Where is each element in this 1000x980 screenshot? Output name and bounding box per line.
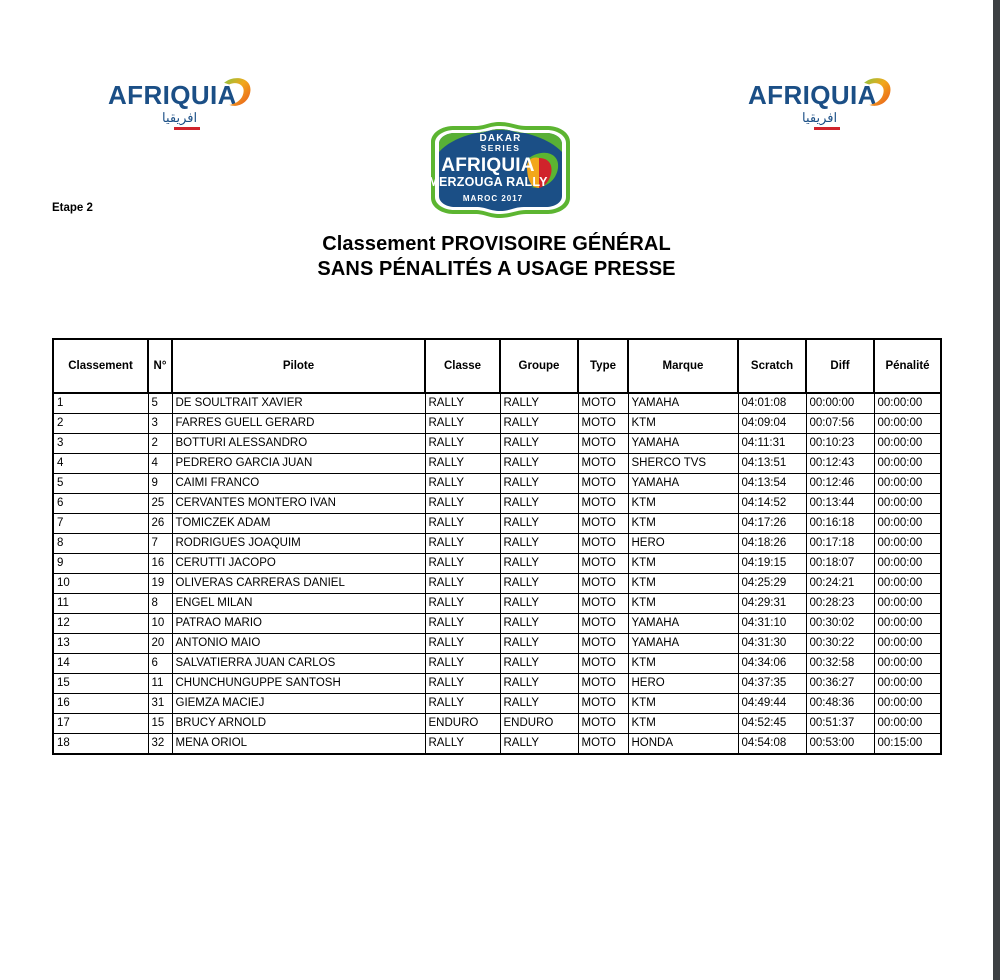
cell-classe: RALLY bbox=[425, 734, 500, 755]
afriquia-logo-right bbox=[748, 76, 898, 138]
cell-type: MOTO bbox=[578, 514, 628, 534]
cell-pilote: CERUTTI JACOPO bbox=[172, 554, 425, 574]
cell-diff: 00:30:02 bbox=[806, 614, 874, 634]
cell-penalite: 00:00:00 bbox=[874, 434, 941, 454]
table-row bbox=[53, 694, 941, 714]
column-header-pilote: Pilote bbox=[172, 339, 425, 393]
merzouga-rally-logo bbox=[423, 122, 578, 218]
cell-groupe: RALLY bbox=[500, 454, 578, 474]
cell-pilote: CHUNCHUNGUPPE SANTOSH bbox=[172, 674, 425, 694]
cell-classe: RALLY bbox=[425, 434, 500, 454]
cell-classement: 16 bbox=[53, 694, 148, 714]
cell-numero: 2 bbox=[148, 434, 172, 454]
cell-marque: SHERCO TVS bbox=[628, 454, 738, 474]
cell-pilote: RODRIGUES JOAQUIM bbox=[172, 534, 425, 554]
cell-classe: RALLY bbox=[425, 494, 500, 514]
cell-diff: 00:48:36 bbox=[806, 694, 874, 714]
afriquia-logo-left bbox=[108, 76, 258, 138]
cell-groupe: RALLY bbox=[500, 434, 578, 454]
column-header-classement: Classement bbox=[53, 339, 148, 393]
cell-numero: 31 bbox=[148, 694, 172, 714]
cell-classe: RALLY bbox=[425, 454, 500, 474]
cell-type: MOTO bbox=[578, 534, 628, 554]
cell-diff: 00:53:00 bbox=[806, 734, 874, 755]
cell-classe: RALLY bbox=[425, 634, 500, 654]
cell-diff: 00:36:27 bbox=[806, 674, 874, 694]
cell-groupe: RALLY bbox=[500, 554, 578, 574]
cell-numero: 9 bbox=[148, 474, 172, 494]
cell-classement: 12 bbox=[53, 614, 148, 634]
cell-pilote: BRUCY ARNOLD bbox=[172, 714, 425, 734]
cell-scratch: 04:31:10 bbox=[738, 614, 806, 634]
cell-numero: 3 bbox=[148, 414, 172, 434]
cell-marque: HONDA bbox=[628, 734, 738, 755]
cell-classement: 18 bbox=[53, 734, 148, 755]
table-body bbox=[53, 393, 941, 754]
table-row bbox=[53, 574, 941, 594]
cell-diff: 00:30:22 bbox=[806, 634, 874, 654]
cell-scratch: 04:09:04 bbox=[738, 414, 806, 434]
cell-marque: YAMAHA bbox=[628, 614, 738, 634]
cell-type: MOTO bbox=[578, 594, 628, 614]
cell-pilote: TOMICZEK ADAM bbox=[172, 514, 425, 534]
cell-marque: YAMAHA bbox=[628, 634, 738, 654]
cell-diff: 00:51:37 bbox=[806, 714, 874, 734]
page-title bbox=[0, 232, 993, 282]
cell-classement: 1 bbox=[53, 393, 148, 414]
cell-diff: 00:12:46 bbox=[806, 474, 874, 494]
cell-penalite: 00:00:00 bbox=[874, 414, 941, 434]
results-table-container bbox=[52, 338, 940, 755]
cell-groupe: RALLY bbox=[500, 574, 578, 594]
cell-classe: RALLY bbox=[425, 534, 500, 554]
cell-diff: 00:28:23 bbox=[806, 594, 874, 614]
cell-classe: RALLY bbox=[425, 393, 500, 414]
column-header-diff: Diff bbox=[806, 339, 874, 393]
cell-marque: KTM bbox=[628, 714, 738, 734]
cell-groupe: RALLY bbox=[500, 634, 578, 654]
table-row bbox=[53, 674, 941, 694]
cell-groupe: RALLY bbox=[500, 474, 578, 494]
column-header-marque: Marque bbox=[628, 339, 738, 393]
cell-pilote: FARRES GUELL GERARD bbox=[172, 414, 425, 434]
maroc-year-label: MAROC 2017 bbox=[462, 194, 524, 203]
cell-penalite: 00:00:00 bbox=[874, 474, 941, 494]
cell-classe: RALLY bbox=[425, 474, 500, 494]
cell-pilote: CERVANTES MONTERO IVAN bbox=[172, 494, 425, 514]
table-row bbox=[53, 434, 941, 454]
cell-penalite: 00:00:00 bbox=[874, 554, 941, 574]
cell-type: MOTO bbox=[578, 494, 628, 514]
cell-scratch: 04:37:35 bbox=[738, 674, 806, 694]
cell-type: MOTO bbox=[578, 614, 628, 634]
cell-diff: 00:17:18 bbox=[806, 534, 874, 554]
table-header bbox=[53, 339, 941, 393]
afriquia-red-underline bbox=[814, 127, 840, 130]
cell-classe: ENDURO bbox=[425, 714, 500, 734]
cell-type: MOTO bbox=[578, 694, 628, 714]
cell-diff: 00:07:56 bbox=[806, 414, 874, 434]
cell-penalite: 00:00:00 bbox=[874, 514, 941, 534]
afriquia-swirl-icon bbox=[219, 76, 253, 110]
cell-pilote: OLIVERAS CARRERAS DANIEL bbox=[172, 574, 425, 594]
cell-groupe: ENDURO bbox=[500, 714, 578, 734]
cell-pilote: DE SOULTRAIT XAVIER bbox=[172, 393, 425, 414]
column-header-scratch: Scratch bbox=[738, 339, 806, 393]
cell-penalite: 00:00:00 bbox=[874, 594, 941, 614]
cell-numero: 4 bbox=[148, 454, 172, 474]
logo-header bbox=[0, 62, 993, 203]
cell-type: MOTO bbox=[578, 434, 628, 454]
cell-classement: 17 bbox=[53, 714, 148, 734]
table-row bbox=[53, 474, 941, 494]
cell-marque: YAMAHA bbox=[628, 393, 738, 414]
cell-classe: RALLY bbox=[425, 514, 500, 534]
cell-diff: 00:24:21 bbox=[806, 574, 874, 594]
cell-scratch: 04:11:31 bbox=[738, 434, 806, 454]
cell-marque: YAMAHA bbox=[628, 474, 738, 494]
table-row bbox=[53, 414, 941, 434]
cell-penalite: 00:00:00 bbox=[874, 714, 941, 734]
cell-groupe: RALLY bbox=[500, 393, 578, 414]
cell-marque: KTM bbox=[628, 574, 738, 594]
cell-type: MOTO bbox=[578, 714, 628, 734]
cell-pilote: PATRAO MARIO bbox=[172, 614, 425, 634]
cell-penalite: 00:00:00 bbox=[874, 654, 941, 674]
title-line-1: Classement PROVISOIRE GÉNÉRAL bbox=[322, 233, 671, 255]
cell-scratch: 04:13:54 bbox=[738, 474, 806, 494]
cell-scratch: 04:31:30 bbox=[738, 634, 806, 654]
series-label: SERIES bbox=[480, 143, 521, 153]
cell-classe: RALLY bbox=[425, 674, 500, 694]
cell-classement: 3 bbox=[53, 434, 148, 454]
cell-type: MOTO bbox=[578, 734, 628, 755]
cell-groupe: RALLY bbox=[500, 534, 578, 554]
cell-groupe: RALLY bbox=[500, 414, 578, 434]
cell-classe: RALLY bbox=[425, 614, 500, 634]
table-header-row bbox=[53, 339, 941, 393]
cell-pilote: ENGEL MILAN bbox=[172, 594, 425, 614]
cell-pilote: ANTONIO MAIO bbox=[172, 634, 425, 654]
cell-pilote: MENA ORIOL bbox=[172, 734, 425, 755]
cell-numero: 5 bbox=[148, 393, 172, 414]
table-row bbox=[53, 614, 941, 634]
table-row bbox=[53, 654, 941, 674]
cell-pilote: BOTTURI ALESSANDRO bbox=[172, 434, 425, 454]
table-row bbox=[53, 594, 941, 614]
cell-penalite: 00:00:00 bbox=[874, 574, 941, 594]
cell-classement: 11 bbox=[53, 594, 148, 614]
cell-type: MOTO bbox=[578, 454, 628, 474]
cell-classement: 4 bbox=[53, 454, 148, 474]
afriquia-arabic-text: افريقيا bbox=[802, 110, 838, 125]
cell-numero: 20 bbox=[148, 634, 172, 654]
cell-scratch: 04:25:29 bbox=[738, 574, 806, 594]
cell-scratch: 04:13:51 bbox=[738, 454, 806, 474]
cell-type: MOTO bbox=[578, 674, 628, 694]
cell-scratch: 04:29:31 bbox=[738, 594, 806, 614]
window-right-edge bbox=[993, 0, 1000, 980]
dakar-label: DAKAR bbox=[479, 133, 522, 144]
cell-diff: 00:18:07 bbox=[806, 554, 874, 574]
table-row bbox=[53, 454, 941, 474]
cell-penalite: 00:00:00 bbox=[874, 494, 941, 514]
cell-type: MOTO bbox=[578, 414, 628, 434]
cell-marque: KTM bbox=[628, 414, 738, 434]
cell-penalite: 00:15:00 bbox=[874, 734, 941, 755]
cell-classe: RALLY bbox=[425, 554, 500, 574]
cell-penalite: 00:00:00 bbox=[874, 454, 941, 474]
cell-classe: RALLY bbox=[425, 594, 500, 614]
cell-penalite: 00:00:00 bbox=[874, 634, 941, 654]
cell-numero: 11 bbox=[148, 674, 172, 694]
cell-scratch: 04:01:08 bbox=[738, 393, 806, 414]
column-header-penalite: Pénalité bbox=[874, 339, 941, 393]
cell-numero: 7 bbox=[148, 534, 172, 554]
results-table bbox=[52, 338, 942, 755]
cell-numero: 15 bbox=[148, 714, 172, 734]
cell-marque: KTM bbox=[628, 594, 738, 614]
cell-classement: 15 bbox=[53, 674, 148, 694]
cell-classement: 6 bbox=[53, 494, 148, 514]
afriquia-arabic-text: افريقيا bbox=[162, 110, 198, 125]
cell-classe: RALLY bbox=[425, 574, 500, 594]
table-row bbox=[53, 514, 941, 534]
table-row bbox=[53, 534, 941, 554]
cell-numero: 25 bbox=[148, 494, 172, 514]
cell-type: MOTO bbox=[578, 574, 628, 594]
cell-type: MOTO bbox=[578, 474, 628, 494]
afriquia-wordmark: AFRIQUIA bbox=[108, 80, 237, 110]
cell-pilote: SALVATIERRA JUAN CARLOS bbox=[172, 654, 425, 674]
cell-groupe: RALLY bbox=[500, 614, 578, 634]
cell-marque: HERO bbox=[628, 534, 738, 554]
cell-marque: KTM bbox=[628, 694, 738, 714]
cell-classement: 2 bbox=[53, 414, 148, 434]
column-header-type: Type bbox=[578, 339, 628, 393]
cell-penalite: 00:00:00 bbox=[874, 694, 941, 714]
cell-groupe: RALLY bbox=[500, 674, 578, 694]
cell-diff: 00:32:58 bbox=[806, 654, 874, 674]
cell-pilote: PEDRERO GARCIA JUAN bbox=[172, 454, 425, 474]
table-row bbox=[53, 714, 941, 734]
cell-groupe: RALLY bbox=[500, 594, 578, 614]
rally-plate-shape bbox=[423, 122, 578, 218]
cell-classement: 10 bbox=[53, 574, 148, 594]
cell-classe: RALLY bbox=[425, 414, 500, 434]
cell-classe: RALLY bbox=[425, 654, 500, 674]
cell-numero: 8 bbox=[148, 594, 172, 614]
title-line-2: SANS PÉNALITÉS A USAGE PRESSE bbox=[317, 258, 676, 280]
cell-penalite: 00:00:00 bbox=[874, 393, 941, 414]
cell-classement: 13 bbox=[53, 634, 148, 654]
cell-groupe: RALLY bbox=[500, 654, 578, 674]
cell-pilote: GIEMZA MACIEJ bbox=[172, 694, 425, 714]
table-row bbox=[53, 634, 941, 654]
cell-diff: 00:13:44 bbox=[806, 494, 874, 514]
cell-pilote: CAIMI FRANCO bbox=[172, 474, 425, 494]
cell-scratch: 04:54:08 bbox=[738, 734, 806, 755]
cell-scratch: 04:49:44 bbox=[738, 694, 806, 714]
cell-numero: 26 bbox=[148, 514, 172, 534]
cell-classement: 5 bbox=[53, 474, 148, 494]
cell-numero: 32 bbox=[148, 734, 172, 755]
plate-afriquia-label: AFRIQUIA bbox=[441, 155, 535, 176]
cell-numero: 10 bbox=[148, 614, 172, 634]
cell-marque: HERO bbox=[628, 674, 738, 694]
cell-numero: 19 bbox=[148, 574, 172, 594]
cell-diff: 00:00:00 bbox=[806, 393, 874, 414]
cell-scratch: 04:14:52 bbox=[738, 494, 806, 514]
cell-type: MOTO bbox=[578, 393, 628, 414]
cell-scratch: 04:17:26 bbox=[738, 514, 806, 534]
cell-scratch: 04:34:06 bbox=[738, 654, 806, 674]
cell-numero: 16 bbox=[148, 554, 172, 574]
cell-type: MOTO bbox=[578, 554, 628, 574]
cell-groupe: RALLY bbox=[500, 494, 578, 514]
merzouga-rally-label: MERZOUGA RALLY bbox=[428, 175, 548, 189]
cell-diff: 00:12:43 bbox=[806, 454, 874, 474]
cell-classement: 7 bbox=[53, 514, 148, 534]
cell-type: MOTO bbox=[578, 654, 628, 674]
cell-penalite: 00:00:00 bbox=[874, 534, 941, 554]
cell-diff: 00:10:23 bbox=[806, 434, 874, 454]
cell-classement: 14 bbox=[53, 654, 148, 674]
cell-groupe: RALLY bbox=[500, 734, 578, 755]
cell-scratch: 04:18:26 bbox=[738, 534, 806, 554]
cell-penalite: 00:00:00 bbox=[874, 674, 941, 694]
cell-type: MOTO bbox=[578, 634, 628, 654]
table-row bbox=[53, 393, 941, 414]
cell-marque: KTM bbox=[628, 494, 738, 514]
cell-numero: 6 bbox=[148, 654, 172, 674]
cell-groupe: RALLY bbox=[500, 514, 578, 534]
cell-marque: KTM bbox=[628, 654, 738, 674]
afriquia-red-underline bbox=[174, 127, 200, 130]
cell-classement: 9 bbox=[53, 554, 148, 574]
cell-classement: 8 bbox=[53, 534, 148, 554]
afriquia-wordmark: AFRIQUIA bbox=[748, 80, 877, 110]
cell-groupe: RALLY bbox=[500, 694, 578, 714]
stage-label: Etape 2 bbox=[52, 202, 93, 214]
table-row bbox=[53, 494, 941, 514]
cell-marque: KTM bbox=[628, 554, 738, 574]
cell-scratch: 04:52:45 bbox=[738, 714, 806, 734]
column-header-classe: Classe bbox=[425, 339, 500, 393]
cell-classe: RALLY bbox=[425, 694, 500, 714]
cell-marque: KTM bbox=[628, 514, 738, 534]
cell-diff: 00:16:18 bbox=[806, 514, 874, 534]
cell-penalite: 00:00:00 bbox=[874, 614, 941, 634]
cell-scratch: 04:19:15 bbox=[738, 554, 806, 574]
column-header-groupe: Groupe bbox=[500, 339, 578, 393]
column-header-numero: N° bbox=[148, 339, 172, 393]
cell-marque: YAMAHA bbox=[628, 434, 738, 454]
table-row bbox=[53, 554, 941, 574]
afriquia-swirl-icon bbox=[859, 76, 893, 110]
table-row bbox=[53, 734, 941, 755]
